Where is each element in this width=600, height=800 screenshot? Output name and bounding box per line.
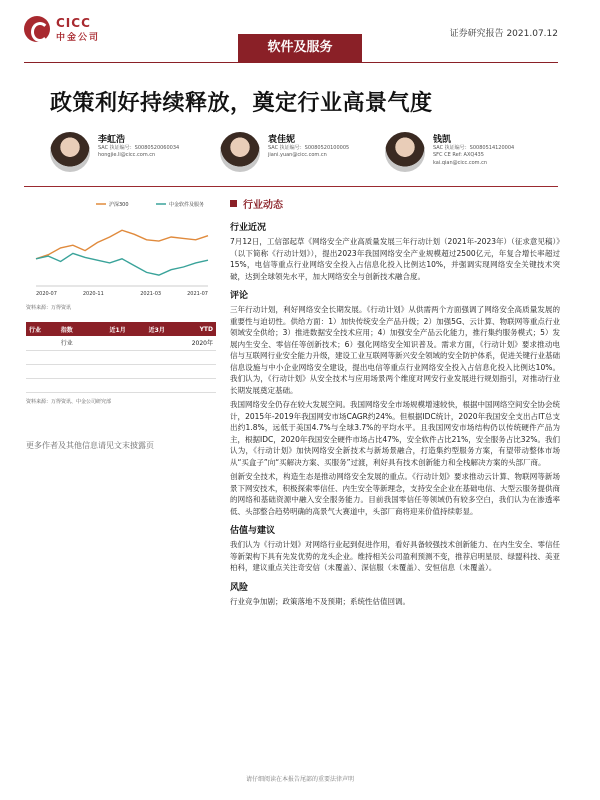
analyst-license: SAC 执证编号：S0080520100005: [268, 145, 350, 151]
table-cell: 行业: [58, 336, 90, 350]
header-divider: [24, 62, 558, 63]
table-cell: [26, 378, 58, 392]
subheading-recent: 行业近况: [230, 223, 267, 233]
table-header-cell: 近3月: [129, 322, 168, 336]
analyst-email[interactable]: jiani.yuan@cicc.com.cn: [268, 152, 327, 158]
table-cell: [168, 350, 216, 364]
table-source: 资料来源：万得资讯、中金公司研究部: [26, 399, 112, 405]
paragraph-risk: 行业竞争加剧；政策落地不及预期；系统性估值回调。: [230, 596, 410, 606]
analyst-name: 李虹浩: [98, 135, 126, 145]
table-cell: [129, 336, 168, 350]
table-cell: [129, 350, 168, 364]
x-tick-label: 2021-03: [140, 291, 162, 297]
report-date: 证券研究报告 2021.07.12: [449, 29, 558, 39]
sector-tab: 软件及服务: [238, 34, 362, 62]
table-cell: [129, 378, 168, 392]
table-cell: [90, 350, 129, 364]
square-bullet-icon: [230, 200, 237, 207]
analyst-name: 钱凯: [433, 135, 452, 145]
table-cell: [26, 364, 58, 378]
table-cell: [90, 378, 129, 392]
series-line-1: [36, 253, 208, 275]
table-cell: [26, 350, 58, 364]
legend-label-1: 中金软件及服务: [169, 202, 205, 208]
table-header-cell: 指数: [58, 322, 90, 336]
table-row: [26, 336, 216, 350]
table-cell: [58, 350, 90, 364]
series-line-0: [36, 230, 208, 259]
analyst-license: SAC 执证编号：S0080520060034: [98, 145, 180, 151]
table-header-row: [26, 322, 216, 336]
analyst-email[interactable]: kai.qian@cicc.com.cn: [433, 160, 488, 166]
legend-label-0: 沪深300: [109, 202, 129, 208]
table-cell: [129, 364, 168, 378]
paragraph-comment-2: 我国网络安全仍存在较大发展空间。我国网络安全市场规模增速较快，根据中国网络空间安全协会统计，2015年-2019年我国网安市场CAGR约24%。但根据IDC统计，2020年我国安全支出占IT总支出约1.8%，远低于美国4.7%与全球3.7%的平均水平。且我国网安市场结构仍以传统硬件产品为主，根据IDC，2020年我国安全硬件市场占比47%，安全软件占比21%，安全服务占比32%。我们认为，《行动计划》加快网络安全新技术与新场景融合，打造集约型服务方案，有望带动整体市场从“买盒子”向“买解决方案、买服务”过渡，利好具有技术创新能力和全栈解决方案的头部厂商。: [230, 400, 560, 467]
paragraph-valuation: 我们认为《行动计划》对网络行业起到促进作用，看好具备较强技术创新能力、在内生安全、零信任等新架构下具有先发优势的龙头企业。维持相关公司盈利预测不变，推荐启明星辰、绿盟科技、美亚柏科，建议重点关注奇安信（未覆盖）、深信服（未覆盖）、安恒信息（未覆盖）。: [230, 540, 560, 572]
analyst-card-3: [385, 132, 555, 176]
report-title: 政策利好持续释放，奠定行业高景气度: [50, 91, 433, 116]
analyst-card-1: [50, 132, 220, 176]
x-tick-label: 2021-07: [187, 291, 208, 297]
analyst-photo: [50, 132, 90, 172]
more-info-note: 更多作者及其他信息请见文末披露页: [26, 441, 154, 450]
paragraph-recent: 7月12日，工信部起草《网络安全产业高质量发展三年行动计划（2021年-2023年）（征求意见稿）》（以下简称《行动计划》），提出2023年我国网络安全产业规模超过2500亿元，年复合增长率超过15%，电信等重点行业网络安全投入占信息化投入比例达10%，并强调实现网络安全关键技术突破，达到全球领先水平，加大网络安全与创新技术融合度。: [230, 237, 560, 281]
table-cell: [58, 364, 90, 378]
analyst-photo: [220, 132, 260, 172]
performance-chart: [26, 196, 216, 300]
table-header-cell: 行业: [26, 322, 58, 336]
page-footer: 请仔细阅读在本报告尾部的重要法律声明: [245, 776, 354, 783]
table-cell: [168, 378, 216, 392]
analyst-email[interactable]: hongjie.li@cicc.com.cn: [98, 152, 156, 158]
paragraph-comment-1: 三年行动计划，利好网络安全长期发展。《行动计划》从供需两个方面强调了网络安全高质量发展的重要性与迫切性。供给方面：1）加快传统安全产品升级；2）加强5G、云计算、物联网等重点行业领域安全供给；3）推进数据安全技术应用；4）加强安全产品云化能力，推行集约服务模式；5）发展内生安全、零信任等创新技术；6）强化网络安全知识普及。需求方面，《行动计划》要求推动电信与互联网行业安全能力升级，建设工业互联网等新兴安全领域的安全防护体系，促进关键行业基础信息设施与中小企业网络安全建设，提出电信等重点行业网络安全投入占信息化投入比例达10%。我们认为，《行动计划》从安全技术与应用场景两个维度对网安行业发展进行规划指引，对推动行业长期发展奠定基础。: [230, 305, 560, 395]
table-row: [26, 364, 216, 378]
table-row: [26, 378, 216, 392]
subheading-valuation: 估值与建议: [230, 526, 276, 536]
table-row: [26, 350, 216, 364]
table-cell: [168, 364, 216, 378]
table-cell: [90, 364, 129, 378]
analyst-card-2: [220, 132, 390, 176]
table-cell: [58, 378, 90, 392]
paragraph-comment-3: 创新安全技术，构造生态是推动网络安全发展的重点。《行动计划》要求推动云计算、物联网等新场景下网安技术，积极探索零信任、内生安全等新理念，支持安全企业在基础电信、大型云服务提供商的网络和基础资源中融入安全服务能力。目前我国零信任等领域仍有较多空白，我们认为在渗透率低、头部整合趋势明确的高景气大赛道中，头部厂商将迎来价值持续彰显。: [230, 472, 560, 516]
table-header-cell: 近1月: [90, 322, 129, 336]
analyst-photo: [385, 132, 425, 172]
section-title: 行业动态: [243, 199, 283, 211]
table-cell: [26, 336, 58, 350]
table-cell: 2020年: [168, 336, 216, 350]
table-cell: [90, 336, 129, 350]
table-header-cell: YTD: [168, 322, 216, 336]
analyst-sfc: SFC CE Ref: AXQ435: [433, 152, 484, 158]
chart-source: 资料来源：万得资讯: [26, 305, 72, 311]
analyst-name: 袁佳妮: [268, 135, 296, 145]
section-divider: [24, 186, 558, 187]
main-content: [230, 196, 560, 610]
x-tick-label: 2020-11: [82, 291, 104, 297]
cicc-logo-icon: [24, 16, 50, 42]
analyst-license: SAC 执证编号：S0080514120004: [433, 145, 515, 151]
performance-chart-svg: [26, 196, 216, 300]
cicc-logo: [24, 14, 134, 48]
subheading-risk: 风险: [230, 582, 249, 593]
x-tick-label: 2020-07: [36, 291, 57, 297]
performance-table: [26, 322, 216, 393]
logo-cn: 中金公司: [56, 33, 101, 43]
subheading-comment: 评论: [230, 291, 249, 301]
logo-en: CICC: [56, 16, 91, 30]
section-header: [230, 196, 560, 210]
